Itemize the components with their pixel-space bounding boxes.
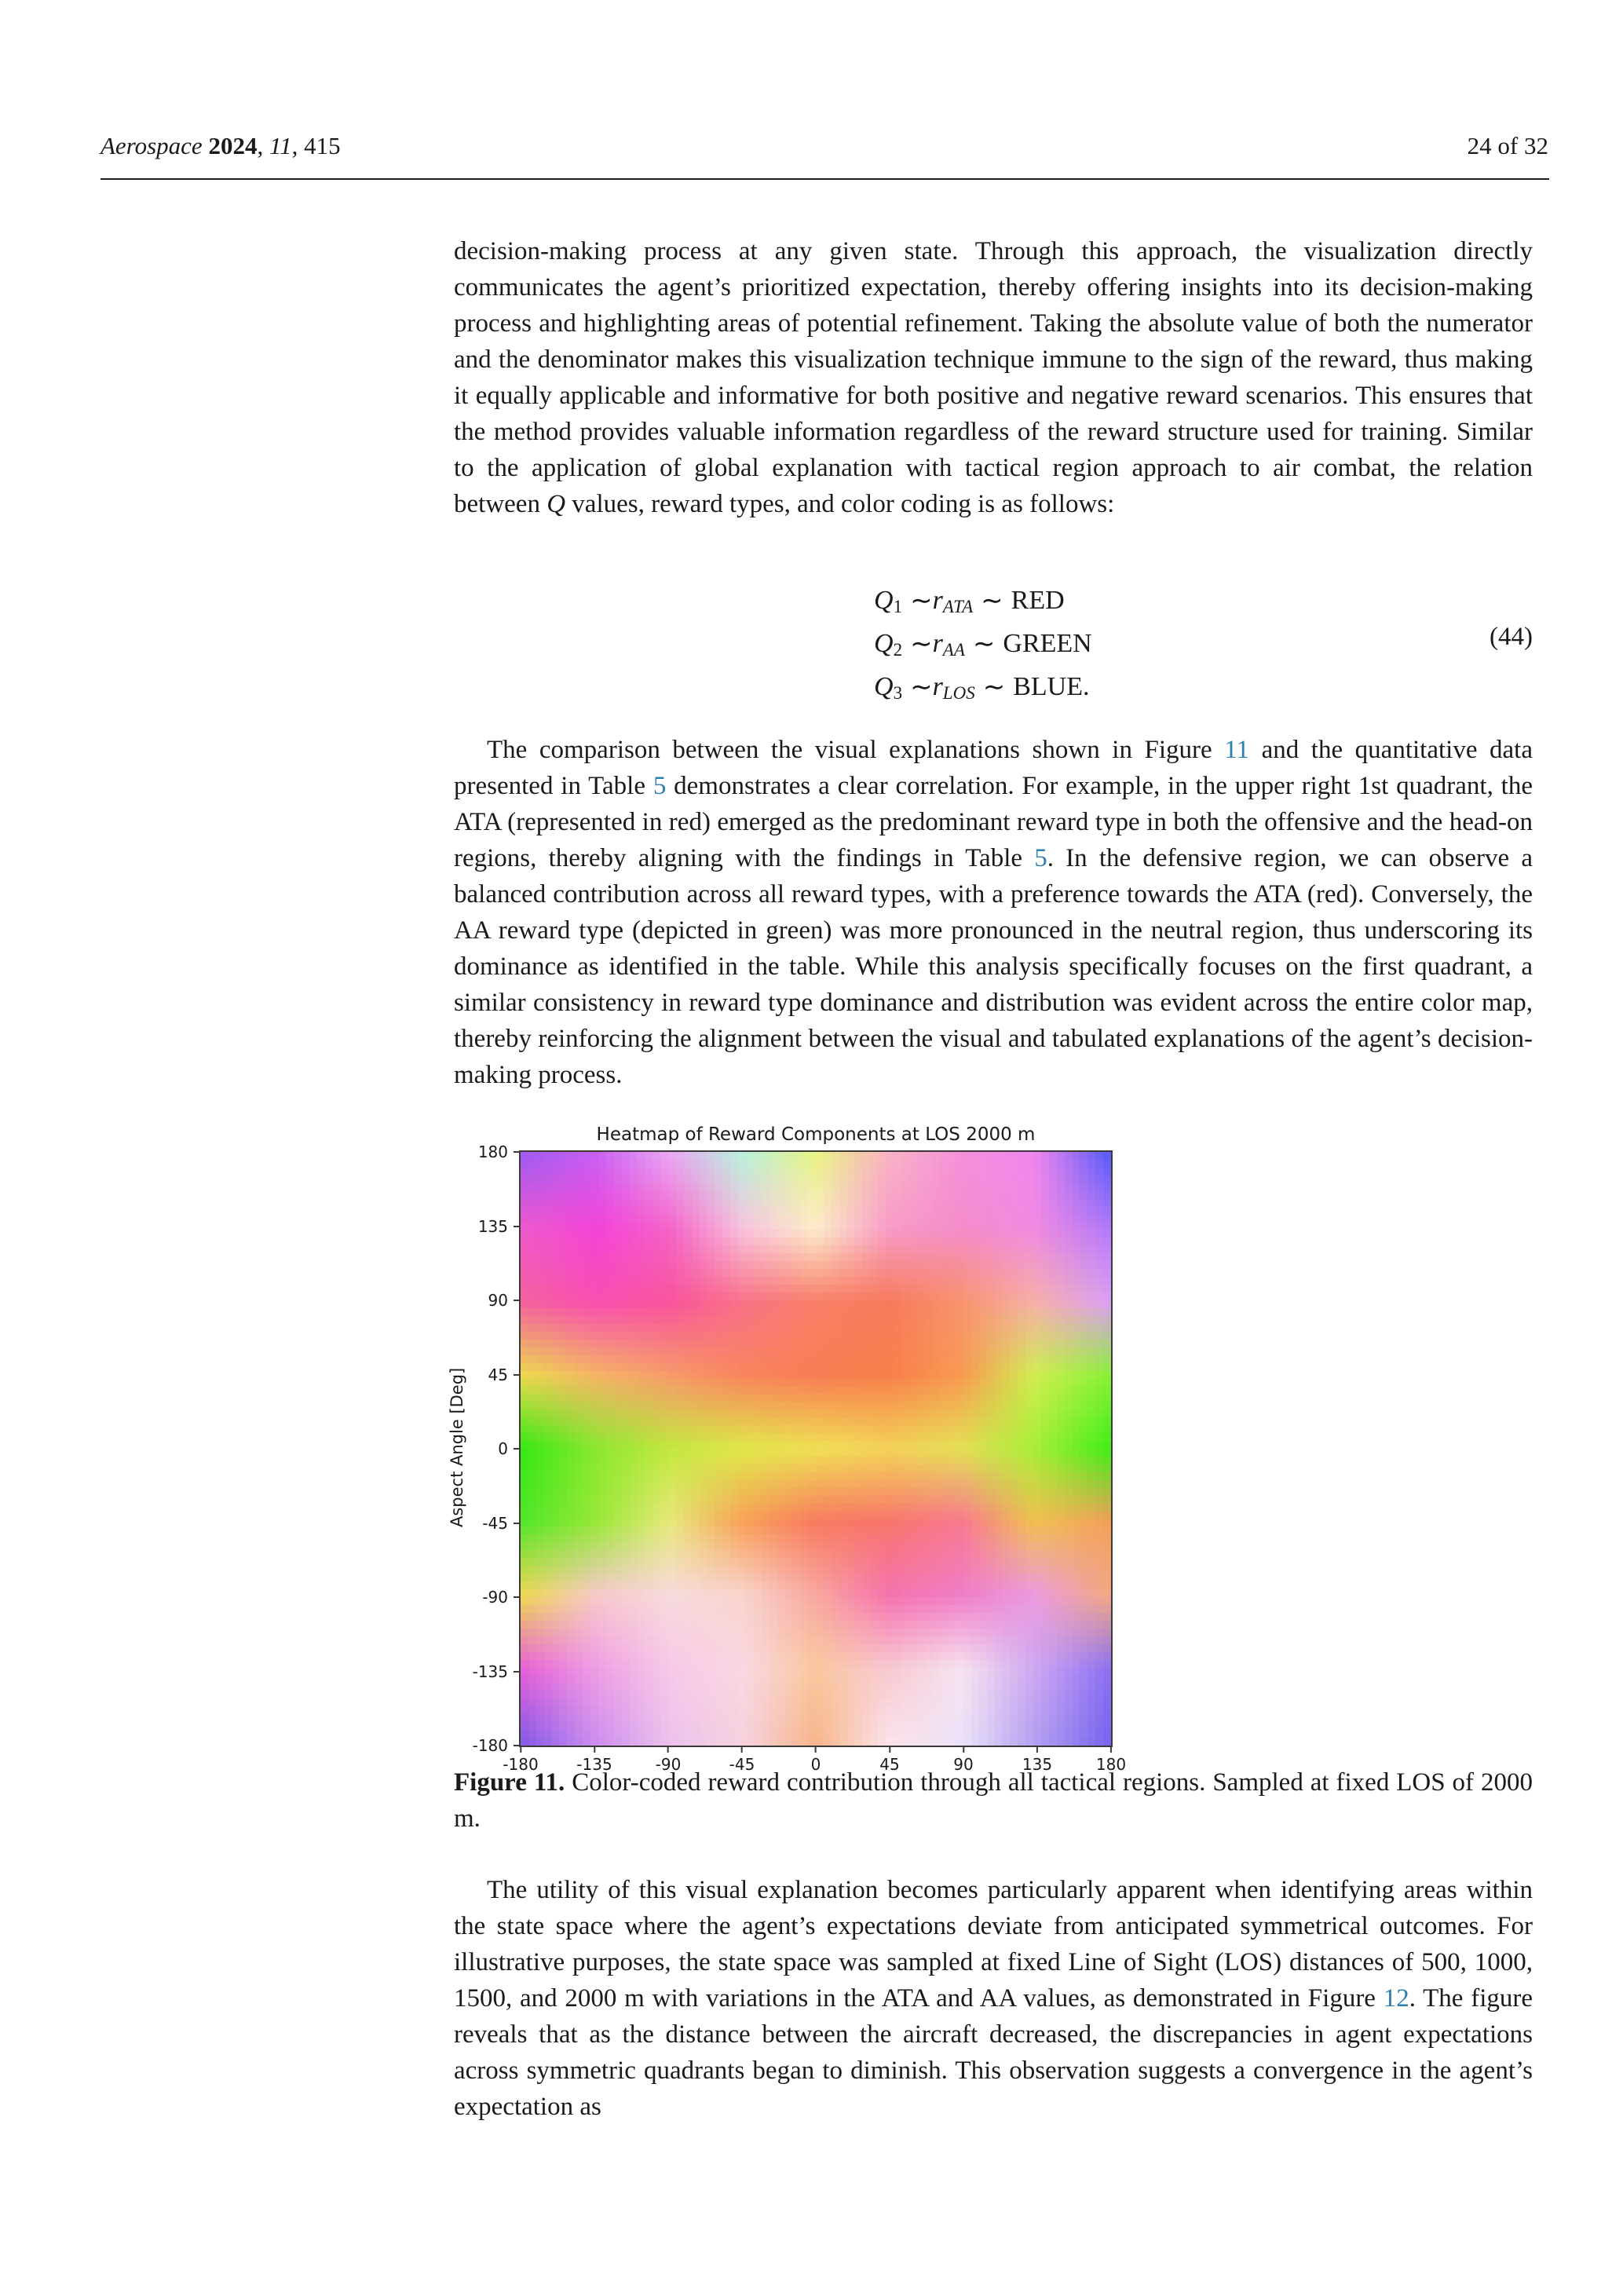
journal-citation <box>101 132 341 160</box>
reference-link[interactable]: 5 <box>1034 844 1047 872</box>
heatmap-plot <box>519 1150 1113 1747</box>
text-run: demonstrates a clear correlation. For example, in the upper right 1st quadrant, the ATA (represented in red) emerged as the predominant reward type in both the offensive and the head-on regions, thereby aligning with the findings in Table <box>454 772 1533 872</box>
figure-title: Heatmap of Reward Components at LOS 2000 m <box>596 1124 1036 1145</box>
equation-block <box>874 579 1092 708</box>
text-run: The comparison between the visual explanations shown in Figure <box>487 736 1225 764</box>
x-tick-label: 135 <box>1022 1746 1052 1774</box>
y-tick-label: 135 <box>478 1217 521 1236</box>
paragraph-1 <box>454 233 1533 522</box>
x-tick-label: -45 <box>729 1746 755 1774</box>
y-tick-label: -90 <box>482 1588 521 1607</box>
page-number: 24 of 32 <box>1467 132 1548 159</box>
y-tick-label: 90 <box>488 1291 521 1310</box>
y-tick-label: -135 <box>473 1662 521 1681</box>
equation-row-2: Q 2 ∼ r AA ∼ GREEN <box>874 628 1092 660</box>
text-run: The utility of this visual explanation becomes particularly apparent when identifying areas within the state space where the agent’s expectations deviate from anticipated symmetrical outcomes. For illustrative purposes, the state space was sampled at fixed Line of Sight (LOS) distances of 500, 1000, 1500, and 2000 m with variations in the ATA and AA values, as demonstrated in Figure <box>454 1876 1533 2013</box>
text-run: . The figure reveals that as the distance between the aircraft decreased, the discrepancies in agent expectations across symmetric quadrants began to diminish. This observation suggests a convergence in the agent’s expectation as <box>454 1984 1533 2121</box>
y-tick-label: 0 <box>498 1439 521 1458</box>
text-run: values, reward types, and color coding is as follows: <box>565 490 1115 518</box>
y-axis-label: Aspect Angle [Deg] <box>448 1367 466 1527</box>
text-run: decision-making process at any given state. Through this approach, the visualization directly communicates the agent’s prioritized expectation, thereby offering insights into its decision-making process and highlighting areas of potential refinement. Taking the absolute value of both the numerator and the denominator makes this visualization technique immune to the sign of the reward, thus making it equally applicable and informative for both positive and negative reward scenarios. This ensures that the method provides valuable information regardless of the reward structure used for training. Similar to the application of global explanation with tactical region approach to air combat, the relation between <box>454 237 1533 518</box>
x-tick-label: -180 <box>503 1746 538 1774</box>
x-tick-label: 90 <box>953 1746 973 1774</box>
y-tick-label: -45 <box>482 1514 521 1533</box>
x-tick-label: 180 <box>1096 1746 1126 1774</box>
reference-link[interactable]: 5 <box>652 772 667 800</box>
x-tick-label: 0 <box>811 1746 821 1774</box>
equation-row-1: Q 1 ∼ r ATA ∼ RED <box>874 585 1065 616</box>
heatmap-canvas <box>521 1152 1111 1746</box>
y-tick-label: 180 <box>478 1143 521 1161</box>
equation-row-3: Q 3 ∼ r LOS ∼ BLUE. <box>874 671 1090 703</box>
caption-label: Figure 11. <box>454 1768 565 1797</box>
figure-caption <box>454 1764 1533 1837</box>
y-tick-label: 45 <box>488 1366 521 1384</box>
text-run: , <box>257 132 269 159</box>
paragraph-2 <box>454 732 1533 1093</box>
text-run: . In the defensive region, we can observe a balanced contribution across all reward types, with a preference towards the ATA (red). Conversely, the AA reward type (depicted in green) was more pronounced in the neutral region, thus underscoring its dominance as identified in the table. While this analysis specifically focuses on the first quadrant, a similar consistency in reward type dominance and distribution was evident across the entire color map, thereby reinforcing the alignment between the visual and tabulated explanations of the agent’s decision-making process. <box>454 844 1533 1089</box>
x-tick-label: -135 <box>576 1746 612 1774</box>
text-run: 2024 <box>208 132 258 159</box>
text-run: Q <box>546 490 566 518</box>
paragraph-3 <box>454 1872 1533 2125</box>
text-run: 11 <box>269 132 292 159</box>
page-header <box>101 132 1548 160</box>
y-tick-label: -180 <box>473 1736 521 1755</box>
caption-text: Color-coded reward contribution through all tactical regions. Sampled at fixed LOS of 2000 m. <box>454 1768 1533 1833</box>
text-run: , 415 <box>291 132 341 159</box>
header-rule <box>101 178 1549 180</box>
reference-link[interactable]: 12 <box>1383 1984 1409 2013</box>
x-tick-label: -90 <box>656 1746 682 1774</box>
equation-number: (44) <box>1490 623 1533 651</box>
x-tick-label: 45 <box>879 1746 899 1774</box>
text-run: Aerospace <box>101 132 209 159</box>
text-run: and the quantitative data presented in Table <box>454 736 1533 800</box>
reference-link[interactable]: 11 <box>1224 736 1250 764</box>
y-axis-ticks <box>408 1143 521 1755</box>
